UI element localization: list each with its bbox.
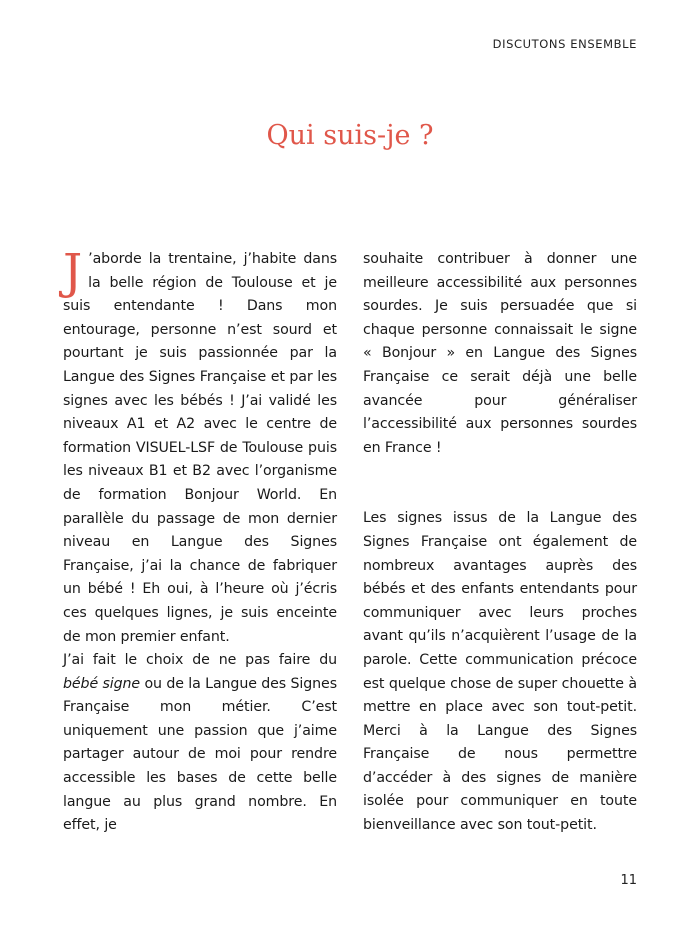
paragraph-choice-start: J’ai fait le choix de ne pas faire du: [63, 652, 337, 669]
page-title: Qui suis-je ?: [266, 120, 434, 151]
paragraph-intro-text: ’aborde la trentaine, j’habite dans la belle région de Toulouse et je suis entendante ! Dans mon entourage, personne n’est sourd et pourtant je suis passionnée par la Langue des Signes Française et par les signes avec les bébés ! J’ai validé les niveaux A1 et A2 avec le centre de formation VISUEL-LSF de Toulouse puis les niveaux B1 et B2 avec l’organisme de formation Bonjour World. En parallèle du passage de mon dernier niveau en Langue des Signes Française, j’ai la chance de fabriquer un bébé ! Eh oui, à l’heure où j’écris ces quelques lignes, je suis enceinte de mon premier enfant.: [63, 251, 337, 645]
paragraph-benefits: Les signes issus de la Langue des Signes Française ont également de nombreux avantages auprès des bébés et des enfants entendants pour communiquer avec leurs proches avant qu’ils n’acquièrent l’usage de la parole. Cette communication précoce est quelque chose de super chouette à mettre en place avec son tout-petit. Merci à la Langue des Signes Française de nous permettre d’accéder à des signes de manière isolée pour communiquer en toute bienveillance avec son tout-petit.: [363, 510, 637, 834]
drop-cap: J: [63, 244, 83, 300]
paragraph-accessibility: souhaite contribuer à donner une meilleure accessibilité aux personnes sourdes. Je suis persuadée que si chaque personne connaissait le signe « Bonjour » en Langue des Signes Française ce serait déjà une belle avancée pour généraliser l’accessibilité aux personnes sourdes en France !: [363, 251, 637, 456]
running-head: DISCUTONS ENSEMBLE: [492, 37, 637, 51]
emphasis-bebe-signe: bébé signe: [63, 675, 141, 692]
page-number: 11: [620, 873, 637, 888]
left-column: [63, 244, 337, 838]
right-column: [363, 248, 637, 838]
paragraph-intro: [63, 244, 337, 649]
paragraph-choice-end: ou de la Langue des Signes Française mon métier. C’est uniquement une passion que j’aime partager autour de moi pour rendre accessible les bases de cette belle langue au plus grand nombre. En effet, je: [63, 675, 337, 834]
paragraph-choice: [63, 649, 337, 838]
